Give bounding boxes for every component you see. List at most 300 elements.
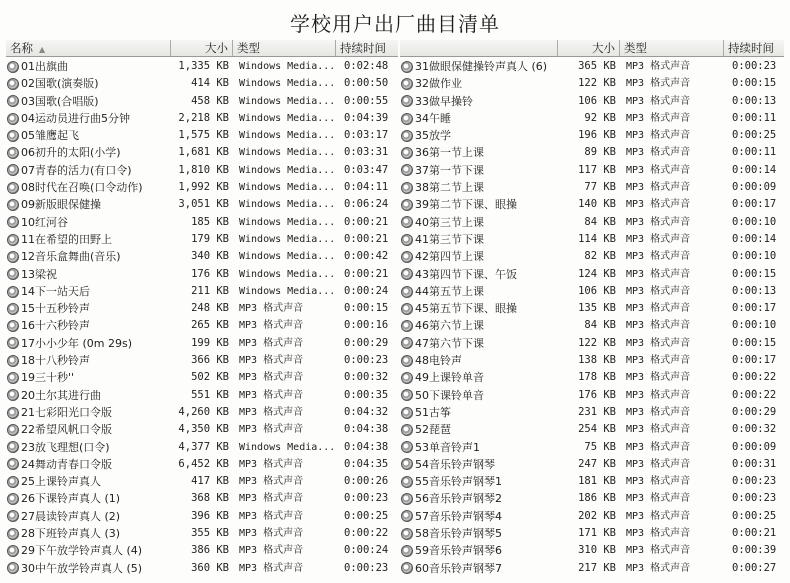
file-type: MP3 格式声音 bbox=[626, 320, 691, 332]
file-name bbox=[400, 214, 558, 231]
file-row[interactable] bbox=[400, 404, 784, 421]
file-duration: 0:00:11 bbox=[732, 111, 777, 124]
file-row[interactable] bbox=[6, 473, 398, 490]
file-row[interactable] bbox=[400, 439, 784, 456]
file-duration: 0:00:31 bbox=[732, 457, 777, 470]
file-type: MP3 格式声音 bbox=[626, 112, 691, 124]
file-name-label: 08时代在召唤(口令动作) bbox=[21, 181, 143, 195]
audio-file-icon bbox=[7, 424, 19, 436]
file-name bbox=[6, 439, 171, 456]
audio-file-icon bbox=[7, 164, 19, 176]
file-type: Windows Media... bbox=[239, 233, 336, 245]
file-row[interactable] bbox=[6, 560, 398, 577]
file-row[interactable] bbox=[6, 162, 398, 179]
file-name bbox=[6, 58, 171, 75]
file-duration: 0:00:17 bbox=[732, 302, 777, 315]
audio-file-icon bbox=[401, 372, 413, 384]
file-row[interactable] bbox=[6, 196, 398, 213]
file-row[interactable] bbox=[6, 335, 398, 352]
file-size: 1,335 KB bbox=[178, 60, 229, 72]
file-row[interactable] bbox=[6, 525, 398, 542]
file-duration: 0:00:29 bbox=[344, 336, 389, 349]
file-size: 171 KB bbox=[578, 527, 616, 540]
audio-file-icon bbox=[401, 320, 413, 332]
file-row[interactable] bbox=[400, 508, 784, 525]
file-name-label: 46第六节上课 bbox=[415, 319, 484, 333]
file-row[interactable] bbox=[6, 490, 398, 507]
file-row[interactable] bbox=[6, 421, 398, 438]
file-duration: 0:03:17 bbox=[344, 129, 389, 142]
file-type: MP3 格式声音 bbox=[626, 424, 691, 436]
file-row[interactable] bbox=[6, 214, 398, 231]
audio-file-icon bbox=[401, 130, 413, 142]
file-duration: 0:00:32 bbox=[732, 423, 777, 436]
file-row[interactable] bbox=[6, 369, 398, 386]
file-type: MP3 格式声音 bbox=[239, 528, 304, 540]
file-name-label: 45第五节下课、眼操 bbox=[415, 302, 517, 316]
file-row[interactable] bbox=[6, 127, 398, 144]
file-type: Windows Media... bbox=[239, 130, 336, 142]
file-name-label: 42第四节上课 bbox=[415, 250, 484, 264]
file-type: MP3 格式声音 bbox=[626, 78, 691, 90]
file-name-label: 43第四节下课、午饭 bbox=[415, 267, 517, 281]
file-type: Windows Media... bbox=[239, 147, 336, 159]
file-type: MP3 格式声音 bbox=[239, 406, 304, 418]
file-duration: 0:00:22 bbox=[344, 527, 389, 540]
file-name-label: 12音乐盒舞曲(音乐) bbox=[21, 250, 121, 264]
column-header-name[interactable] bbox=[400, 40, 558, 56]
file-name bbox=[400, 439, 558, 456]
file-row[interactable] bbox=[6, 179, 398, 196]
file-row[interactable] bbox=[6, 248, 398, 265]
file-type: MP3 格式声音 bbox=[239, 303, 304, 315]
file-duration: 0:00:10 bbox=[732, 250, 777, 263]
audio-file-icon bbox=[401, 545, 413, 557]
file-size: 6,452 KB bbox=[178, 457, 229, 470]
file-name-label: 23放飞理想(口令) bbox=[21, 440, 110, 454]
file-row[interactable] bbox=[6, 508, 398, 525]
file-name-label: 29下午放学铃声真人 (4) bbox=[21, 544, 143, 558]
file-type: MP3 格式声音 bbox=[626, 303, 691, 315]
column-header-row bbox=[400, 40, 784, 57]
audio-file-icon bbox=[401, 355, 413, 367]
file-type: MP3 格式声音 bbox=[626, 233, 691, 245]
file-duration: 0:00:23 bbox=[344, 354, 389, 367]
file-duration: 0:00:13 bbox=[732, 94, 777, 107]
column-header-name[interactable]: 名称 ▲ bbox=[6, 40, 171, 56]
file-type: Windows Media... bbox=[239, 199, 336, 211]
column-header-size[interactable]: 大小 bbox=[558, 40, 620, 56]
file-row[interactable] bbox=[400, 248, 784, 265]
file-type: Windows Media... bbox=[239, 251, 336, 263]
audio-file-icon bbox=[401, 286, 413, 298]
audio-file-icon bbox=[7, 355, 19, 367]
file-name bbox=[6, 283, 171, 300]
file-row[interactable] bbox=[400, 231, 784, 248]
file-row[interactable] bbox=[400, 144, 784, 161]
file-row[interactable] bbox=[400, 110, 784, 127]
file-name bbox=[400, 196, 558, 213]
file-duration: 0:00:21 bbox=[344, 215, 389, 228]
file-name-label: 40第三节上课 bbox=[415, 215, 484, 229]
file-name bbox=[6, 248, 171, 265]
file-name bbox=[400, 508, 558, 525]
file-type: MP3 格式声音 bbox=[239, 389, 304, 401]
file-row[interactable] bbox=[400, 266, 784, 283]
column-header-size[interactable]: 大小 bbox=[171, 40, 233, 56]
file-size: 185 KB bbox=[191, 215, 229, 228]
file-size: 365 KB bbox=[578, 60, 616, 72]
file-duration: 0:00:14 bbox=[732, 232, 777, 245]
file-name-label: 56音乐铃声钢琴2 bbox=[415, 492, 502, 506]
file-name bbox=[400, 387, 558, 404]
file-type: MP3 格式声音 bbox=[239, 372, 304, 384]
file-name bbox=[400, 404, 558, 421]
file-row[interactable] bbox=[400, 214, 784, 231]
file-type: MP3 格式声音 bbox=[626, 337, 691, 349]
file-size: 2,218 KB bbox=[178, 111, 229, 124]
file-name bbox=[6, 317, 171, 334]
file-duration: 0:04:38 bbox=[344, 423, 389, 436]
audio-file-icon bbox=[7, 95, 19, 107]
file-name-label: 03国歌(合唱版) bbox=[21, 94, 99, 108]
audio-file-icon bbox=[7, 493, 19, 505]
file-duration: 0:00:35 bbox=[344, 388, 389, 401]
file-type: MP3 格式声音 bbox=[626, 216, 691, 228]
file-name-label: 60音乐铃声钢琴7 bbox=[415, 561, 502, 575]
file-name bbox=[6, 369, 171, 386]
file-duration: 0:03:47 bbox=[344, 163, 389, 176]
file-row[interactable] bbox=[400, 196, 784, 213]
audio-file-icon bbox=[7, 78, 19, 90]
file-name-label: 48电铃声 bbox=[415, 354, 462, 368]
file-duration: 0:00:24 bbox=[344, 544, 389, 557]
file-duration: 0:04:35 bbox=[344, 457, 389, 470]
file-type: MP3 格式声音 bbox=[239, 562, 304, 574]
file-name bbox=[400, 317, 558, 334]
file-size: 196 KB bbox=[578, 129, 616, 142]
file-name bbox=[6, 214, 171, 231]
file-name-label: 20土尔其进行曲 bbox=[21, 388, 101, 402]
file-duration: 0:00:09 bbox=[732, 181, 777, 194]
file-size: 176 KB bbox=[191, 267, 229, 280]
file-size: 106 KB bbox=[578, 94, 616, 107]
file-type: MP3 格式声音 bbox=[626, 372, 691, 384]
audio-file-icon bbox=[401, 216, 413, 228]
audio-file-icon bbox=[401, 303, 413, 315]
file-name-label: 47第六节下课 bbox=[415, 336, 484, 350]
file-size: 1,992 KB bbox=[178, 181, 229, 194]
file-name-label: 53单音铃声1 bbox=[415, 440, 480, 454]
file-size: 248 KB bbox=[191, 302, 229, 315]
audio-file-icon bbox=[401, 389, 413, 401]
file-row[interactable] bbox=[6, 144, 398, 161]
file-name bbox=[6, 162, 171, 179]
file-row[interactable] bbox=[400, 421, 784, 438]
file-name-label: 10红河谷 bbox=[21, 215, 68, 229]
file-size: 122 KB bbox=[578, 77, 616, 90]
file-size: 4,350 KB bbox=[178, 423, 229, 436]
file-name-label: 21七彩阳光口令版 bbox=[21, 405, 112, 419]
file-name-label: 49上课铃单音 bbox=[415, 371, 484, 385]
file-size: 138 KB bbox=[578, 354, 616, 367]
file-name bbox=[400, 369, 558, 386]
file-list-left bbox=[6, 40, 398, 578]
file-row[interactable] bbox=[400, 283, 784, 300]
file-duration: 0:00:23 bbox=[732, 60, 777, 72]
file-row[interactable] bbox=[6, 266, 398, 283]
file-type: Windows Media... bbox=[239, 216, 336, 228]
file-name bbox=[6, 266, 171, 283]
column-header-duration[interactable]: 持续时间 bbox=[340, 41, 386, 55]
file-duration: 0:00:39 bbox=[732, 544, 777, 557]
file-name-label: 39第二节下课、眼操 bbox=[415, 198, 517, 212]
file-row[interactable] bbox=[6, 317, 398, 334]
file-type: MP3 格式声音 bbox=[626, 493, 691, 505]
file-duration: 0:00:11 bbox=[732, 146, 777, 159]
file-type: MP3 格式声音 bbox=[626, 268, 691, 280]
file-row[interactable] bbox=[400, 560, 784, 577]
file-size: 355 KB bbox=[191, 527, 229, 540]
file-row[interactable] bbox=[400, 456, 784, 473]
audio-file-icon bbox=[401, 251, 413, 263]
file-duration: 0:00:25 bbox=[344, 509, 389, 522]
page-title: 学校用户出厂曲目清单 bbox=[290, 12, 500, 36]
file-name-label: 09新版眼保健操 bbox=[21, 198, 101, 212]
file-row[interactable] bbox=[6, 231, 398, 248]
audio-file-icon bbox=[7, 510, 19, 522]
file-duration: 0:00:22 bbox=[732, 371, 777, 384]
file-name bbox=[400, 490, 558, 507]
audio-file-icon bbox=[401, 458, 413, 470]
file-name bbox=[6, 75, 171, 92]
column-header-type[interactable]: 类型 bbox=[233, 40, 336, 56]
file-duration: 0:00:21 bbox=[344, 267, 389, 280]
file-type: MP3 格式声音 bbox=[239, 545, 304, 557]
file-name-label: 22希望风帆口令版 bbox=[21, 423, 112, 437]
file-row[interactable] bbox=[6, 387, 398, 404]
audio-file-icon bbox=[7, 130, 19, 142]
file-name-label: 19三十秒'' bbox=[21, 371, 75, 385]
column-header-duration[interactable]: 持续时间 bbox=[728, 41, 774, 55]
file-type: MP3 格式声音 bbox=[626, 95, 691, 107]
file-type: MP3 格式声音 bbox=[239, 510, 304, 522]
file-name bbox=[400, 560, 558, 577]
audio-file-icon bbox=[401, 61, 413, 73]
column-header-row bbox=[6, 40, 398, 57]
file-row[interactable] bbox=[400, 317, 784, 334]
audio-file-icon bbox=[401, 510, 413, 522]
file-name-label: 13梁祝 bbox=[21, 267, 57, 281]
file-duration: 0:00:09 bbox=[732, 440, 777, 453]
file-row[interactable] bbox=[400, 127, 784, 144]
file-type: MP3 格式声音 bbox=[626, 355, 691, 367]
file-name-label: 27晨读铃声真人 (2) bbox=[21, 509, 121, 523]
file-row[interactable] bbox=[6, 110, 398, 127]
file-type: MP3 格式声音 bbox=[239, 355, 304, 367]
file-type: MP3 格式声音 bbox=[626, 61, 691, 72]
file-row[interactable] bbox=[6, 456, 398, 473]
file-row[interactable] bbox=[400, 542, 784, 559]
file-size: 135 KB bbox=[578, 302, 616, 315]
file-row[interactable] bbox=[400, 335, 784, 352]
file-size: 414 KB bbox=[191, 77, 229, 90]
file-name bbox=[400, 283, 558, 300]
file-row[interactable] bbox=[6, 93, 398, 110]
file-type: MP3 格式声音 bbox=[626, 545, 691, 557]
file-row[interactable] bbox=[6, 439, 398, 456]
audio-file-icon bbox=[401, 78, 413, 90]
file-duration: 0:03:31 bbox=[344, 146, 389, 159]
file-row[interactable] bbox=[400, 387, 784, 404]
audio-file-icon bbox=[401, 95, 413, 107]
file-type: MP3 格式声音 bbox=[626, 199, 691, 211]
audio-file-icon bbox=[7, 303, 19, 315]
file-size: 417 KB bbox=[191, 475, 229, 488]
file-duration: 0:00:17 bbox=[732, 198, 777, 211]
file-name-label: 41第三节下课 bbox=[415, 232, 484, 246]
file-row[interactable] bbox=[400, 58, 784, 75]
file-type: Windows Media... bbox=[239, 164, 336, 176]
file-duration: 0:02:48 bbox=[344, 60, 389, 72]
file-row[interactable] bbox=[6, 283, 398, 300]
file-name bbox=[6, 404, 171, 421]
file-duration: 0:00:15 bbox=[344, 302, 389, 315]
file-size: 84 KB bbox=[584, 319, 616, 332]
file-size: 178 KB bbox=[578, 371, 616, 384]
file-name bbox=[6, 335, 171, 352]
file-size: 265 KB bbox=[191, 319, 229, 332]
audio-file-icon bbox=[401, 424, 413, 436]
file-row[interactable] bbox=[6, 404, 398, 421]
file-row[interactable] bbox=[400, 162, 784, 179]
audio-file-icon bbox=[401, 113, 413, 125]
file-size: 551 KB bbox=[191, 388, 229, 401]
file-type: Windows Media... bbox=[239, 95, 336, 107]
file-duration: 0:00:23 bbox=[344, 561, 389, 574]
audio-file-icon bbox=[401, 476, 413, 488]
column-header-type[interactable]: 类型 bbox=[620, 40, 724, 56]
file-size: 368 KB bbox=[191, 492, 229, 505]
file-row[interactable] bbox=[400, 93, 784, 110]
file-row[interactable] bbox=[6, 58, 398, 75]
file-name bbox=[400, 75, 558, 92]
file-type: Windows Media... bbox=[239, 182, 336, 194]
file-type: MP3 格式声音 bbox=[626, 182, 691, 194]
file-row[interactable] bbox=[400, 352, 784, 369]
file-size: 77 KB bbox=[584, 181, 616, 194]
file-rows bbox=[6, 58, 398, 577]
file-name bbox=[6, 542, 171, 559]
file-name-label: 26下课铃声真人 (1) bbox=[21, 492, 121, 506]
file-row[interactable] bbox=[400, 300, 784, 317]
file-size: 202 KB bbox=[578, 509, 616, 522]
audio-file-icon bbox=[7, 61, 19, 73]
file-name bbox=[6, 144, 171, 161]
file-type: MP3 格式声音 bbox=[626, 130, 691, 142]
file-duration: 0:04:39 bbox=[344, 111, 389, 124]
file-name-label: 04运动员进行曲5分钟 bbox=[21, 111, 130, 125]
file-size: 4,377 KB bbox=[178, 440, 229, 453]
file-name-label: 50下课铃单音 bbox=[415, 388, 484, 402]
file-name bbox=[6, 473, 171, 490]
file-name-label: 31做眼保健操铃声真人 (6) bbox=[415, 60, 548, 73]
file-name-label: 34午睡 bbox=[415, 111, 451, 125]
file-name bbox=[6, 110, 171, 127]
file-row[interactable] bbox=[400, 179, 784, 196]
file-duration: 0:00:23 bbox=[344, 492, 389, 505]
file-name bbox=[6, 421, 171, 438]
file-name bbox=[6, 490, 171, 507]
file-type: MP3 格式声音 bbox=[239, 458, 304, 470]
file-name-label: 24舞动青春口令版 bbox=[21, 457, 112, 471]
file-duration: 0:00:27 bbox=[732, 561, 777, 574]
audio-file-icon bbox=[401, 528, 413, 540]
file-size: 340 KB bbox=[191, 250, 229, 263]
audio-file-icon bbox=[401, 407, 413, 419]
file-size: 122 KB bbox=[578, 336, 616, 349]
audio-file-icon bbox=[7, 441, 19, 453]
file-name-label: 36第一节上课 bbox=[415, 146, 484, 160]
file-row[interactable] bbox=[400, 369, 784, 386]
file-type: Windows Media... bbox=[239, 61, 336, 72]
file-duration: 0:00:13 bbox=[732, 284, 777, 297]
file-size: 199 KB bbox=[191, 336, 229, 349]
file-name bbox=[400, 525, 558, 542]
file-name-label: 35放学 bbox=[415, 129, 451, 143]
file-row[interactable] bbox=[400, 525, 784, 542]
file-name-label: 52琵琶 bbox=[415, 423, 451, 437]
audio-file-icon bbox=[401, 199, 413, 211]
file-name bbox=[400, 93, 558, 110]
file-name bbox=[6, 560, 171, 577]
file-size: 3,051 KB bbox=[178, 198, 229, 211]
file-duration: 0:00:32 bbox=[344, 371, 389, 384]
file-size: 366 KB bbox=[191, 354, 229, 367]
file-name-label: 07青春的活力(有口令) bbox=[21, 163, 132, 177]
file-size: 75 KB bbox=[584, 440, 616, 453]
file-type: MP3 格式声音 bbox=[626, 510, 691, 522]
file-row[interactable] bbox=[6, 75, 398, 92]
audio-file-icon bbox=[7, 389, 19, 401]
file-type: MP3 格式声音 bbox=[626, 562, 691, 574]
file-row[interactable] bbox=[400, 75, 784, 92]
file-type: MP3 格式声音 bbox=[626, 285, 691, 297]
file-name-label: 44第五节上课 bbox=[415, 284, 484, 298]
sort-ascending-icon: ▲ bbox=[39, 45, 46, 54]
file-size: 254 KB bbox=[578, 423, 616, 436]
file-type: MP3 格式声音 bbox=[239, 337, 304, 349]
file-name-label: 28下班铃声真人 (3) bbox=[21, 527, 121, 541]
audio-file-icon bbox=[401, 562, 413, 574]
file-name-label: 06初升的太阳(小学) bbox=[21, 146, 121, 160]
file-name-label: 25上课铃声真人 bbox=[21, 475, 101, 489]
file-row[interactable] bbox=[6, 352, 398, 369]
file-row[interactable] bbox=[6, 542, 398, 559]
audio-file-icon bbox=[7, 286, 19, 298]
file-size: 4,260 KB bbox=[178, 405, 229, 418]
audio-file-icon bbox=[401, 164, 413, 176]
audio-file-icon bbox=[7, 268, 19, 280]
audio-file-icon bbox=[7, 199, 19, 211]
file-row[interactable] bbox=[400, 490, 784, 507]
file-row[interactable] bbox=[400, 473, 784, 490]
file-duration: 0:04:38 bbox=[344, 440, 389, 453]
file-row[interactable] bbox=[6, 300, 398, 317]
file-name-label: 16十六秒铃声 bbox=[21, 319, 90, 333]
file-name-label: 37第一节下课 bbox=[415, 163, 484, 177]
file-size: 181 KB bbox=[578, 475, 616, 488]
